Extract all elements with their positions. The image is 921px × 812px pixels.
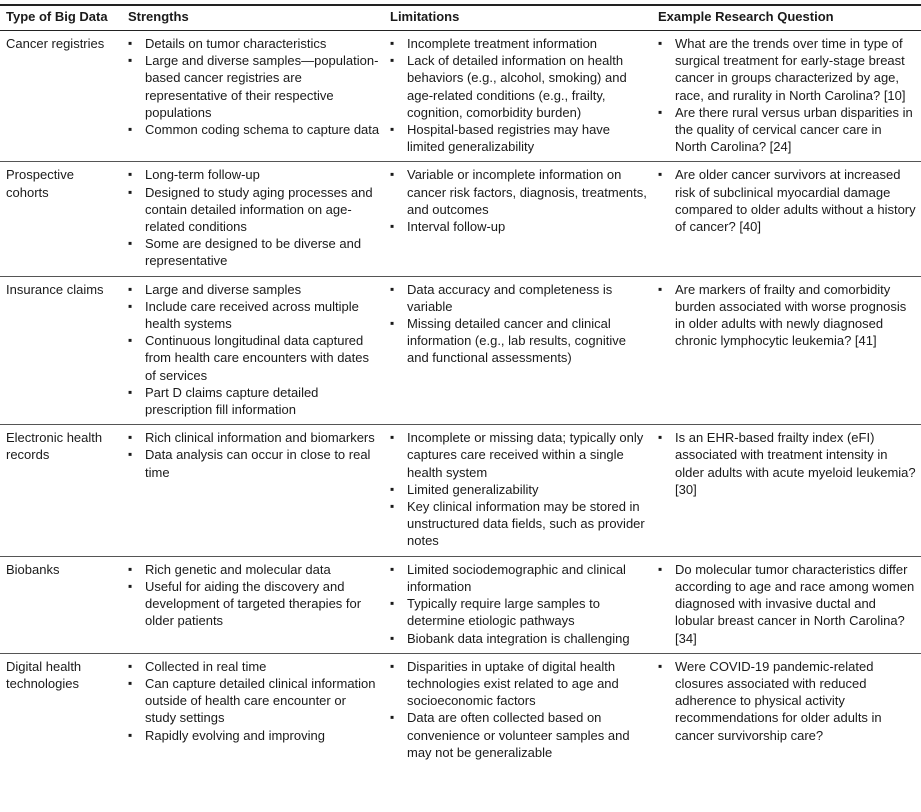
strength-item: ▪ Details on tumor characteristics: [128, 35, 380, 52]
limitation-item: ▪ Typically require large samples to determine etiologic pathways: [390, 595, 648, 629]
limitation-list: [390, 281, 648, 367]
question-list: [658, 561, 917, 647]
strength-cell: [122, 556, 384, 653]
data-type-cell: Electronic health records: [0, 425, 122, 556]
question-item: ▪ Are there rural versus urban disparities in the quality of cervical cancer care in North Carolina? [24]: [658, 104, 917, 156]
question-list: [658, 35, 917, 155]
strength-item: ▪ Long-term follow-up: [128, 166, 380, 183]
limitation-item: ▪ Lack of detailed information on health behaviors (e.g., alcohol, smoking) and age-related conditions (e.g., frailty, cognition, comorbidity burden): [390, 52, 648, 121]
limitation-item: ▪ Hospital-based registries may have limited generalizability: [390, 121, 648, 155]
strength-cell: [122, 276, 384, 425]
limitation-cell: [384, 31, 652, 162]
table-row: [0, 276, 921, 425]
header-strengths: Strengths: [122, 5, 384, 31]
question-list: [658, 658, 917, 744]
strength-item: ▪ Large and diverse samples—population-based cancer registries are representative of their respective populations: [128, 52, 380, 121]
header-type: Type of Big Data: [0, 5, 122, 31]
limitation-item: ▪ Disparities in uptake of digital health technologies exist related to age and socioeconomic factors: [390, 658, 648, 710]
limitation-item: ▪ Limited generalizability: [390, 481, 648, 498]
question-cell: [652, 653, 921, 767]
limitation-item: ▪ Biobank data integration is challenging: [390, 630, 648, 647]
limitation-cell: [384, 653, 652, 767]
limitation-list: [390, 35, 648, 155]
limitation-item: ▪ Variable or incomplete information on cancer risk factors, diagnosis, treatments, and outcomes: [390, 166, 648, 218]
strength-cell: [122, 425, 384, 556]
table-row: [0, 425, 921, 556]
data-type-cell: Digital health technologies: [6, 658, 82, 691]
question-cell: [652, 162, 921, 276]
header-research-question: Example Research Question: [652, 5, 921, 31]
strength-list: [128, 429, 380, 481]
strength-item: ▪ Part D claims capture detailed prescription fill information: [128, 384, 380, 418]
table-row: [0, 556, 921, 653]
table-row: [0, 162, 921, 276]
question-item: ▪ Do molecular tumor characteristics differ according to age and race among women diagnosed with invasive ductal and lobular breast cancer in North Carolina? [34]: [658, 561, 917, 647]
strength-cell: [122, 162, 384, 276]
strength-item: ▪ Large and diverse samples: [128, 281, 380, 298]
strength-item: ▪ Data analysis can occur in close to real time: [128, 446, 380, 480]
question-cell: [652, 31, 921, 162]
strength-item: ▪ Designed to study aging processes and contain detailed information on age-related conditions: [128, 184, 380, 236]
question-list: [658, 429, 917, 498]
question-cell: [652, 276, 921, 425]
strength-item: ▪ Include care received across multiple health systems: [128, 298, 380, 332]
limitation-cell: [384, 425, 652, 556]
strength-item: ▪ Can capture detailed clinical information outside of health care encounter or study settings: [128, 675, 380, 727]
limitation-item: ▪ Data accuracy and completeness is variable: [390, 281, 648, 315]
strength-item: ▪ Rapidly evolving and improving: [128, 727, 380, 744]
question-cell: [652, 425, 921, 556]
question-item: ▪ Is an EHR-based frailty index (eFI) associated with treatment intensity in older adults with acute myeloid leukemia? [30]: [658, 429, 917, 498]
strength-list: [128, 166, 380, 269]
data-type-cell: Cancer registries: [0, 31, 122, 162]
strength-list: [128, 658, 380, 744]
limitation-item: ▪ Missing detailed cancer and clinical information (e.g., lab results, cognitive and functional assessments): [390, 315, 648, 367]
question-item: ▪ Are older cancer survivors at increased risk of subclinical myocardial damage compared to older adults without a history of cancer? [40]: [658, 166, 917, 235]
limitation-item: ▪ Incomplete treatment information: [390, 35, 648, 52]
question-list: [658, 166, 917, 235]
header-limitations: Limitations: [384, 5, 652, 31]
question-item: ▪ Were COVID-19 pandemic-related closures associated with reduced adherence to physical activity recommendations for older adults in cancer survivorship care?: [658, 658, 917, 744]
big-data-table: [0, 4, 921, 767]
limitation-item: ▪ Limited sociodemographic and clinical information: [390, 561, 648, 595]
question-list: [658, 281, 917, 350]
limitation-list: [390, 561, 648, 647]
limitation-item: ▪ Incomplete or missing data; typically only captures care received within a single health system: [390, 429, 648, 481]
data-type-cell: Insurance claims: [0, 276, 122, 425]
limitation-item: ▪ Key clinical information may be stored in unstructured data fields, such as provider notes: [390, 498, 648, 550]
strength-list: [128, 561, 380, 630]
strength-item: ▪ Continuous longitudinal data captured from health care encounters with dates of services: [128, 332, 380, 384]
strength-item: ▪ Useful for aiding the discovery and development of targeted therapies for older patients: [128, 578, 380, 630]
limitation-item: ▪ Interval follow-up: [390, 218, 648, 235]
question-cell: [652, 556, 921, 653]
limitation-list: [390, 429, 648, 549]
strength-item: ▪ Common coding schema to capture data: [128, 121, 380, 138]
header-row: [0, 5, 921, 31]
question-item: ▪ What are the trends over time in type of surgical treatment for early-stage breast cancer in groups characterized by age, race, and rurality in North Carolina? [10]: [658, 35, 917, 104]
limitation-item: ▪ Data are often collected based on convenience or volunteer samples and may not be generalizable: [390, 709, 648, 761]
strength-cell: [122, 31, 384, 162]
strength-list: [128, 35, 380, 138]
limitation-cell: [384, 162, 652, 276]
data-type-cell: Biobanks: [0, 556, 122, 653]
strength-item: ▪ Rich genetic and molecular data: [128, 561, 380, 578]
strength-list: [128, 281, 380, 419]
strength-cell: [122, 653, 384, 767]
strength-item: ▪ Some are designed to be diverse and representative: [128, 235, 380, 269]
data-type-cell: Prospective cohorts: [0, 162, 122, 276]
limitation-cell: [384, 556, 652, 653]
question-item: ▪ Are markers of frailty and comorbidity burden associated with worse prognosis in older adults with newly diagnosed chronic lymphocytic leukemia? [41]: [658, 281, 917, 350]
strength-item: ▪ Collected in real time: [128, 658, 380, 675]
limitation-list: [390, 658, 648, 761]
table-row: [0, 653, 921, 767]
strength-item: ▪ Rich clinical information and biomarkers: [128, 429, 380, 446]
limitation-list: [390, 166, 648, 235]
table-row: [0, 31, 921, 162]
limitation-cell: [384, 276, 652, 425]
